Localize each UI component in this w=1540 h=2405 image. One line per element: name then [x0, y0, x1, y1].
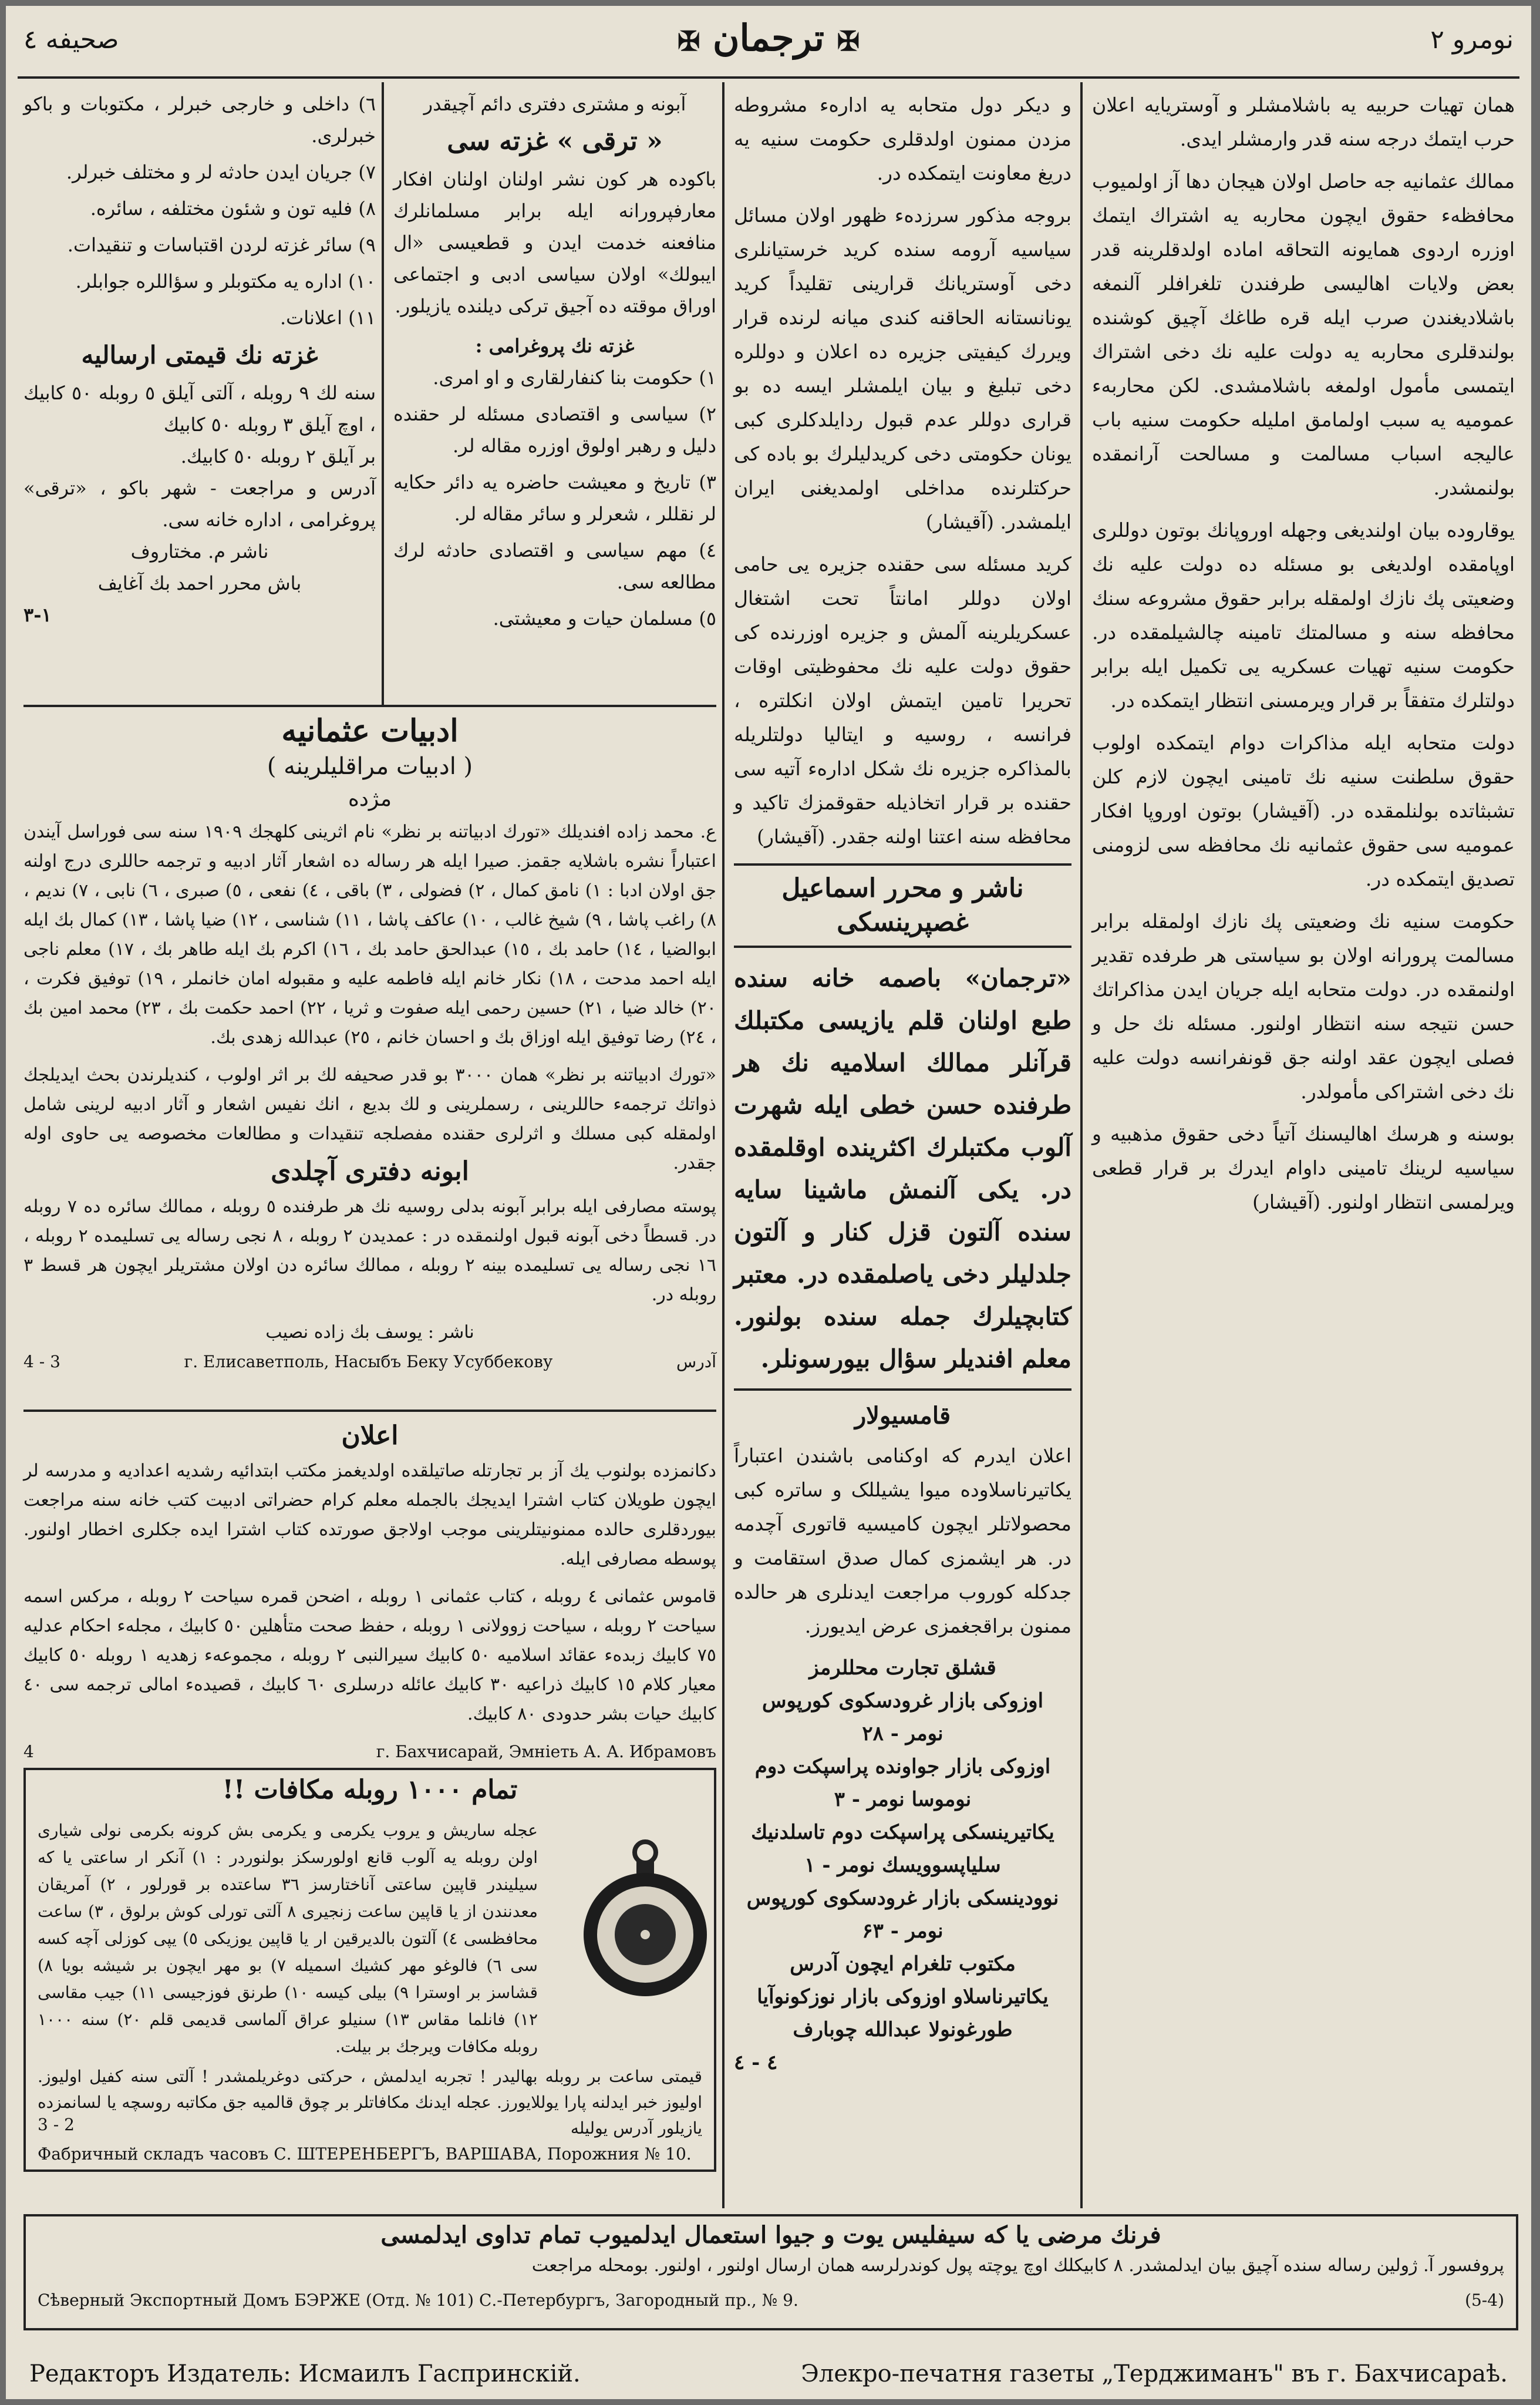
terjuman-print-note: «ترجمان» باصمه خانه سنده طبع اولنان قلم یازیسی مکتبلك قرآنلر ممالك اسلامیه نك هر طرفنده حسن خطی ایله شهرت آلوب مکتبلرك اکثرینده اوقلمقده در. یکی آلنمش ماشینا سایه سنده آلتون قزل کنار و آلتون جلدلیلر دخی یاصلمقده در. معتبر کتابچیلرك جمله سنده بولنور. معلم افندیلر سؤال بیورسونلر. [734, 964, 1071, 1373]
newspaper-page [6, 6, 1531, 2399]
edebiyat-subtitle: ( ادبیات مراقلیلرینه ) [267, 753, 473, 780]
bottom-ad-box [23, 2214, 1518, 2330]
ad-addresses [734, 1651, 1071, 2079]
issue-number: نومرو ۲ [1430, 25, 1514, 55]
program-item: ۱) حکومت بنا کنفارلقاری و او امری. [433, 366, 716, 389]
abone-address-row [23, 1347, 716, 1377]
program-item: ۱۱) اعلانات. [279, 307, 376, 329]
ilan-section [23, 1415, 716, 1762]
bottom-ad-text: پروفسور آ. ژولین رساله سنده آچیق بیان ایدلمشدر. ۸ کابیکلك اوچ یوچته پول کوندرلرسه همان ارسال اولنور ، اولنور. بومحله مراجعت [531, 2255, 1504, 2276]
abone-address-ru: г. Елисаветполь, Насыбъ Беку Усуббекову [184, 1352, 553, 1371]
edebiyat-title: ادبیات عثمانیه [281, 713, 459, 749]
program-list [393, 362, 716, 634]
program-item: ۹) سائر غزته لردن اقتباسات و تنقیدات. [67, 234, 376, 256]
bottom-ad-serial: (5-4) [1465, 2290, 1504, 2310]
watch-ad-address-ru: Фабричный складъ часовъ С. ШТЕРЕНБЕРГЪ, ВАРШАВА, Порожния № 10. [38, 2144, 692, 2164]
section-rule [23, 1410, 716, 1412]
article-paragraph: حکومت سنیه نك وضعیتی پك نازك اولمقله برابر مسالمت پرورانه اولان بو سیاستی هر طرفده تقدیر اولنمقده در. دولت متحابه ایله جریان ایدن مذاکراتك حسن نتیجه سنه انتظار اولنور. مسئله نك حل و فصلی ایچون عقد اولنه جق قونفرانسه دولت علیه نك دخی اشتراکی مأمولدر. [1092, 910, 1515, 1103]
program-item: ٦) داخلی و خارجی خبرلر ، مکتوبات و باکو خبرلری. [23, 93, 376, 147]
abone-title: ابونه دفتری آچلدی [271, 1156, 469, 1186]
program-item: ٥) مسلمان حیات و معیشتی. [493, 607, 716, 630]
price-line: باش محرر احمد بك آغایف [97, 572, 302, 594]
bottom-ad-title: فرنك مرضی یا که سیفلیس یوت و جیوا استعمال ایدلمیوب تمام تداوی ایدلمسی [380, 2221, 1161, 2249]
masthead [18, 12, 1519, 79]
address-line: اوزوکی بازار غرودسکوی کورپوس [761, 1689, 1044, 1713]
watch-ad-text: عجله ساریش و یروب یکرمی و یکرمی بش کرونه بکرمی نولی شیاری اولن روبله یه آلوب قانع اولورسکز بولنوردر : ۱) آنکر ار ساعتی یا که سیلیندر قاپین ساعتی آناختارسز ۳٦ ساعتده بر قورلور ، ۲) آمریقان معدنندن از یا قاپین ساعت زنجیری ۸ آلتی تورلی کوش برلوق ، ۳) ساعت محافظسی ٤) آلتون بالدیرقین ار یا قاپین یوزیکی ٥) یپی کوزلی آچه کسه سی ٦) فالوغو مهر کشیك اسمیله ۷) بو مهر ایچون بر شیشه بویا ۸) قشاسز بر اوسترا ۹) بیلی کیسه ۱۰) طرنق فوزجیسی ۱۱) جیب مقاسی ۱۲) فانلما مقاس ۱۳) سنیلو عراق آلماسی قدیمی قلم ۲۰) سنه ۱۰۰۰ روبله مکافات ویرجك بر بیلت. [38, 1821, 538, 2056]
address-line: یکاتیرینسکی پراسپکت دوم تاسلدنیك [751, 1821, 1054, 1844]
column-rule [382, 82, 384, 705]
program-item: ٤) مهم سیاسی و اقتصادی حادثه لرك مطالعه سی. [393, 539, 716, 593]
ornament-icon: ✠ [837, 25, 860, 57]
price-line: بر آیلق ۲ روبله ٥٠ کابیك. [180, 445, 376, 467]
program-list [23, 88, 376, 334]
ad-serial: ٤ - ٤ [734, 2051, 778, 2074]
watch-ad-title: تمام ۱۰۰۰ روبله مکافات !! [222, 1775, 518, 1805]
ilan-title: اعلان [341, 1421, 399, 1451]
watch-ad-text2: قیمتی ساعت بر روبله بهالیدر ! تجربه ایدلمش ، حرکتی دوغریلمشدر ! آلتی سنه کفیل اولیوز. اولیوز خبر ایدلنه پارا یوللایورز. عجله ایدنك مکافاتلر بر چوق قالمیه جق مکاتبه روسچه یا لسانمزده یازیلور آدرس یولیله [38, 2067, 702, 2138]
watch-ad-serial: 3 - 2 [38, 2115, 75, 2134]
address-line: نومر - ۶۳ [862, 1919, 943, 1943]
address-line: طورغونولا عبدالله چوبارف [793, 2018, 1013, 2041]
subscription-note: آبونه و مشتری دفتری دائم آچیقدر [423, 93, 686, 115]
watch-ad-address-row [38, 2144, 702, 2164]
ilan-prices: قاموس عثمانی ٤ روبله ، کتاب عثمانی ۱ روبله ، اضحن قمره سیاحت ۲ روبله ، مرکس اسمه سیاحت ۲ روبله ، سیاحت زوولانی ۱ روبله ، حفظ صحت متأهلین ٥٠ کابیك ، مجلهء احکام عدلیه ۷٥ کابیك زبدهء عقائد اسلامیه ٥٠ کابیك سیرالنبی ۲ روبله ، مجموعهء زهدیه ۱ روبله ٥٠ کابیك معیار کلام ۱٥ کابیك ذراعیه ۳٠ کابیك عائله درسلری ٦٠ کابیك ، قصیدهء امالی ترجمه سی ٤٠ کابیك حیات بشر حدودی ۸٠ کابیك. [23, 1586, 717, 1724]
terakki-column [393, 88, 716, 699]
address-line: مکتوب تلغرام ایچون آدرس [790, 1952, 1016, 1976]
footer [29, 2360, 1508, 2387]
ilan-text: دکانمزده بولنوب یك آز بر تجارتله صاتیلقده اولدیغمز مکتب ابتدائیه رشدیه اعدادیه و مدرسه لر ایچون طویلان کتاب اشترا ایدیجك بالجمله معلم کرام حضراتی ادبیت کتب خانه سنه مراجعت بیوردقلری حالده ممنونیتلرینی موجب اولاجق صورتده کتاب اشترا ایده جکلری اخطار اولنور. پوسطه مصارفی ایله. [23, 1461, 716, 1569]
price-title: غزته نك قیمتی ارسالیه [81, 341, 318, 369]
abone-serial: 4 - 3 [23, 1352, 60, 1371]
program-title: غزته نك پروغرامی : [475, 335, 635, 357]
page-label: صحیفه ٤ [23, 25, 119, 55]
address-line: یکاتیرناسلاو اوزوکی بازار نوزکونوآیا [757, 1985, 1049, 2009]
title-text: ترجمان [712, 16, 825, 59]
newspaper-title [18, 16, 1519, 59]
article-paragraph: کرید مسئله سی حقنده جزیره یی حامی اولان دوللر امانتاً تحت اشتغال عسکریلرینه آلمش و جزیره اوزرنده کی حقوق دولت علیه نك محفوظیتی اوقات تحریرا تامین ایتمش اولان انکلتره ، فرانسه ، روسیه و ایتالیا دولتلریله بالمذاکره جزیره نك شکل ادارهء آتیه سی حقنده بر قرار اتخاذیله حقوقمزك تاکید و محافظه سنه اعتنا اولنه جقدر. (آقیشار) [734, 553, 1071, 848]
address-line: سلیاپسوویسك نومر - ۱ [804, 1854, 1001, 1877]
publisher-line: ناشر و محرر اسماعیل غصپرینسکی [734, 863, 1071, 948]
watch-ad-box [23, 1768, 716, 2172]
program-item: ۷) جریان ایدن حادثه لر و مختلف خبرلر. [66, 161, 376, 183]
article-paragraph: همان تهیات حربیه یه باشلامشلر و آوستریایه اعلان حرب ایتمك درجه سنه قدر وارمشلر ایدی. [1092, 93, 1515, 150]
edebiyat-text: ع. محمد زاده افندیلك «تورك ادبیاتنه بر نظر» نام اثرینی کلهجك ۱۹۰۹ سنه سی فوراسل آیندن اعتباراً نشره باشلایه جقمز. صیرا ایله هر رساله ده اشعار آثار ادبیه و ترجمه حاللری درج اولنه جق اولان ادبا : ۱) نامق کمال ، ۲) فضولی ، ۳) باقی ، ٤) نفعی ، ٥) صبری ، ٦) نابی ، ۷) ندیم ، ۸) راغب پاشا ، ۹) شیخ غالب ، ۱۰) عاکف پاشا ، ۱۱) شناسی ، ۱۲) ضیا پاشا ، ۱۳) کمال بك ایله ابوالضیا ، ۱٤) حامد بك ، ۱٥) عبدالحق حامد بك ، ۱٦) اکرم بك ایله طاهر بك ، ۱۷) معلم ناجی ایله احمد مدحت ، ۱۸) نکار خانم ایله فاطمه علیه و مقبوله امان خانملر ، ۱۹) توفیق فکرت ، ۲۰) خالد ضیا ، ۲۱) حسین رحمی ایله صفوت و ثریا ، ۲۲) احمد حکمت بك ، ۲۳) محمد امین بك ، ۲٤) رضا توفیق ایله اوزاق بك و احسان خانم ، ۲٥) عبدالله زهدی بك. [23, 822, 717, 1048]
article-paragraph: و دیکر دول متحابه یه ادارهء مشروطه مزدن ممنون اولدقلری حکومت سنیه یه دریغ معاونت ایتمکده در. [734, 93, 1071, 184]
abone-address-label: آدرس [676, 1352, 716, 1371]
price-line: سنه لك ۹ روبله ، آلتی آیلق ٥ روبله ٥٠ کابیك ، اوچ آیلق ۳ روبله ٥٠ کابیك [23, 382, 376, 436]
ad-kamsiolar-text: اعلان ایدرم که اوکنامی باشندن اعتباراً یکاتیرناسلاوده میوا یشیللک و ساتره کبی محصولاتلر ایچون کامیسیه قاتوری آچدمه در. هر ایشمزی کمال صدق استقامت و جدکله کوروب مراجعت ایدنلری هر حالده ممنون براقجغمزی عرض ایدیورز. [734, 1444, 1071, 1637]
right-column [1092, 88, 1515, 2214]
column-rule [722, 82, 724, 2208]
abone-publisher: ناشر : یوسف بك زاده نصیب [265, 1322, 474, 1343]
article-paragraph: بروجه مذکور سرزدهء ظهور اولان مسائل سیاسیه آرومه سنده کرید خرستیانلری دخی آوستریانك قرارینی تقلیداً کرید یونانستانه الحاقنه کندی میانه لرنده قرار ویررك کیفیتی جزیره ده اعلان و دوللره دخی تبلیغ و بیان ایلمشلر ایسه ده بو قراری دوللر عدم قبول ردایلدکلری کبی یونان حکومتی دخی کریدلیلرك بو باده کی حرکتلرنده مداخلی اولمدیغنی ایران ایلمشدر. (آقیشار) [734, 204, 1071, 533]
ilan-address-row [23, 1737, 716, 1767]
bottom-ad-address-ru: Сѣверный Экспортный Домъ БЭРЖЕ (Отд. № 101) С.-Петербургъ, Загородный пр., № 9. [38, 2290, 798, 2310]
address-line: نوودینسکی بازار غرودسکوی کورپوس [746, 1886, 1059, 1910]
article-paragraph: ممالك عثمانیه جه حاصل اولان هیجان دها آز اولمیوب محافظهء حقوق ایچون محاربه یه اشتراك ایتمك اوزره اردوی همایونه التحاقه اماده اولدقلرینه قدر بعض ولایات اهالیسی طرفندن تلغرافلر آلنمغه باشلادیغندن صرب ایله قره طاغك آچیق کوشنده بولندقلری محاربه یه دولت علیه نك دخی اشتراك ایتمسی مأمول اولمغه باشلامشدی. لکن محاربهء عمومیه یه سبب اولمامق املیله حکومت سنیه باب عالیجه اسباب مسالمت و مسالحت آرانمقده بولنمشدر. [1092, 170, 1515, 499]
address-line: قشلق تجارت محللرمز [809, 1656, 996, 1680]
ilan-serial: 4 [23, 1742, 34, 1761]
price-line: ناشر م. مختاروف [130, 540, 269, 563]
address-line: اوزوکی بازار جواونده پراسپکت دوم [754, 1755, 1051, 1778]
ornament-icon: ✠ [677, 25, 700, 57]
address-line: نوموسا نومر - ۳ [834, 1788, 972, 1811]
middle-column [734, 88, 1071, 2214]
abone-section [23, 1151, 716, 1410]
edebiyat-text2: «تورك ادبیاتنه بر نظر» همان ۳۰۰۰ بو قدر صحیفه لك بر اثر اولوب ، کندیلرندن بحث ایدیلجك ذواتك ترجمهء حاللرینی ، رسملرینی و لك بدیع ، انك نفیس اشعار و آثار ادبیه لرینی شامل اولمقله کبی مسلك و اثرلری حقنده مفصلجه تنقیدات و مطالعات مخصوصه یی حاوی اوله جقدر. [23, 1065, 716, 1173]
press-credit: Элекро-печатня газеты „Терджиманъ" въ г. Бахчисараѣ. [801, 2360, 1508, 2387]
terakki-column-2 [23, 88, 376, 699]
program-item: ۳) تاریخ و معیشت حاضره یه دائر حکایه لر نقللر ، شعرلر و سائر مقاله لر. [393, 471, 716, 525]
bottom-ad-address-row [38, 2290, 1504, 2310]
article-paragraph: بوسنه و هرسك اهالیسنك آتیاً دخی حقوق مذهبیه و سیاسیه لرینك تامینی داوام ایدرك بر قرار قطعی ویرلمسی انتظار اولنور. (آقیشار) [1092, 1122, 1515, 1213]
price-line: آدرس و مراجعت - شهر باکو ، «ترقی» پروغرامی ، اداره خانه سی. [23, 477, 376, 531]
abone-text: پوسته مصارفی ایله برابر آبونه بدلی روسیه نك هر طرفنده ٥ روبله ، ممالك سائره ده ۷ روبله در. قسطاً دخی آبونه قبول اولنمقده در : عمدیدن ۲ روبله ، ۸ نجی رساله یی تسلیمده ۲ روبله ، ۱٦ نجی رساله یی تسلیمده بینه ۲ روبله ، ممالك سائره دن اولان مشتریلر ایچون هر قسط ۳ روبله در. [23, 1196, 717, 1305]
section-rule [23, 705, 716, 707]
program-item: ۲) سیاسی و اقتصادی مسئله لر حقنده دلیل و رهبر اولوق اوزره مقاله لر. [393, 403, 716, 457]
terakki-serial: ۳-۱ [23, 604, 52, 626]
terakki-text: باکوده هر کون نشر اولنان اولنان افکار معارفپرورانه ایله برابر مسلمانلرك منافعنه خدمت ایدن و قطعیسی «ال ایبولك» اولان سیاسی ادبی و اجتماعی اوراق موقته ده آجیق ترکی دیلنده یازیلور. [393, 168, 716, 317]
pocket-watch-icon [578, 1835, 713, 2005]
edebiyat-sub2: مژده [348, 787, 392, 811]
editor-credit: Редакторъ Издатель: Исмаилъ Гаспринскій. [29, 2360, 581, 2387]
program-item: ۸) فلیه تون و شئون مختلفه ، سائره. [90, 197, 376, 220]
column-rule [1080, 82, 1083, 2208]
address-line: نومر - ۲۸ [862, 1722, 943, 1745]
terakki-title: « ترقی » غزته سی [447, 126, 663, 156]
article-paragraph: دولت متحابه ایله مذاکرات دوام ایتمکده اولوب حقوق سلطنت سنیه نك تامینی ایچون لازم کلن تشبثاتده بولنلمقده در. (آقیشار) بوتون اوروپا افکار عمومیه سی حقوق عثمانیه نك محافظه سی لزومنی تصدیق ایتمکده در. [1092, 731, 1515, 890]
ad-kamsiolar-title: قامسیولار [854, 1402, 951, 1429]
ilan-address-ru: г. Бахчисарай, Эмніеть А. А. Ибрамовъ [376, 1742, 716, 1761]
program-item: ۱۰) اداره یه مکتوبلر و سؤاللره جوابلر. [75, 270, 376, 292]
article-paragraph: یوقاروده بیان اولندیغی وجهله اوروپانك بوتون دوللری اوپامقده اولدیغی بو مسئله ده دولت علیه نك وضعیتی پك نازك اولمقله برابر حقوق مشروعه سنك محافظه سنه و مسالمتك تامینه چالشیلمقده در. حکومت سنیه تهیات عسکریه یی تکمیل ایله برابر دولتلرك متفقاً بر قرار ویرمسنی انتظار ایتمکده در. [1092, 519, 1515, 712]
section-rule [734, 1388, 1071, 1391]
